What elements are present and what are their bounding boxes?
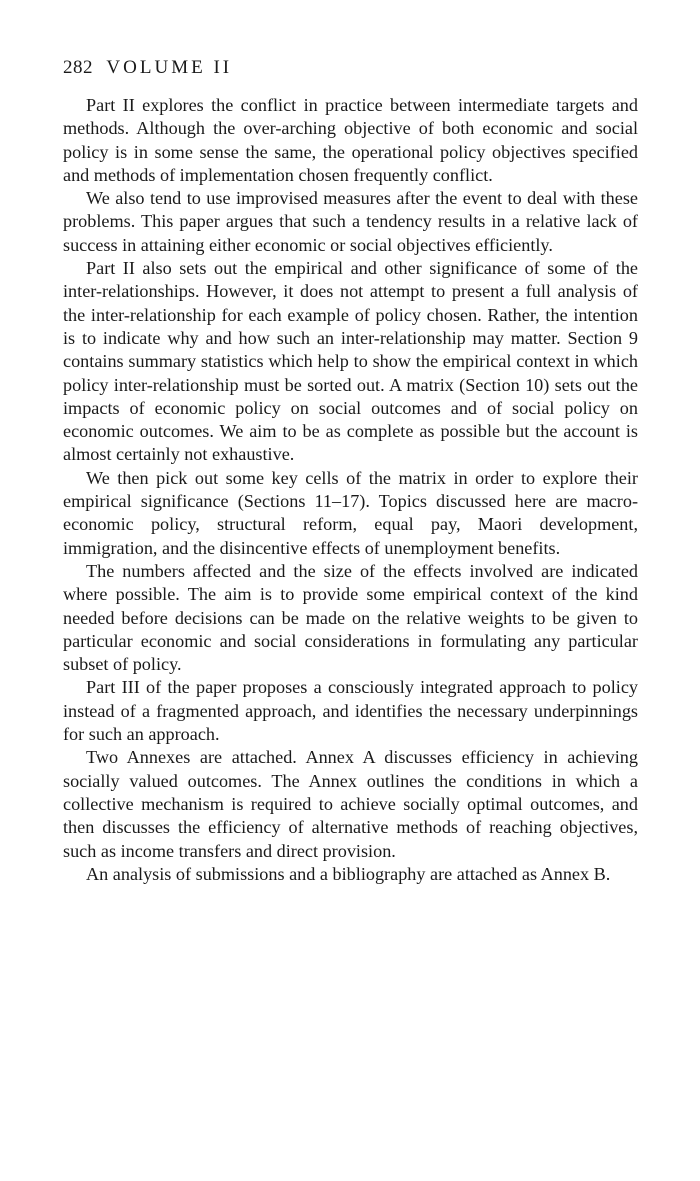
paragraph-3: Part II also sets out the empirical and other significance of some of the inter-relationships. However, it does not attempt to present a full analysis of the inter-relationship for each example of policy chosen. Rather, the intention is to indicate why and how such an inter-relationship may matter. Section 9 contains summary statistics which help to show the empirical context in which policy inter-relationship must be sorted out. A matrix (Section 10) sets out the impacts of economic policy on social outcomes and of social policy on economic outcomes. We aim to be as complete as possible but the account is almost certainly not exhaustive. xyxy=(63,258,638,465)
volume-label: VOLUME II xyxy=(106,57,233,78)
paragraph-6: Part III of the paper proposes a consciously integrated approach to policy instead of a fragmented approach, and identifies the necessary underpinnings for such an approach. xyxy=(63,677,638,745)
paragraph-5: The numbers affected and the size of the effects involved are indicated where possible. The aim is to provide some empirical context of the kind needed before decisions can be made on the relative weights to be given to particular economic and social considerations in formulating any particular subset of policy. xyxy=(63,560,638,675)
paragraph-8: An analysis of submissions and a bibliography are attached as Annex B. xyxy=(86,863,611,884)
page-number: 282 xyxy=(63,57,93,78)
paragraph-4: We then pick out some key cells of the matrix in order to explore their empirical significance (Sections 11–17). Topics discussed here are macro-economic policy, structural reform, equal pay, Maori development, immigration, and the disincentive effects of unemployment benefits. xyxy=(63,467,638,558)
running-head xyxy=(63,56,638,80)
paragraph-7: Two Annexes are attached. Annex A discusses efficiency in achieving socially valued outcomes. The Annex outlines the conditions in which a collective mechanism is required to achieve socially optimal outcomes, and then discusses the efficiency of alternative methods of reaching objectives, such as income transfers and direct provision. xyxy=(63,747,638,861)
body-text xyxy=(63,94,638,886)
paragraph-2: We also tend to use improvised measures after the event to deal with these problems. This paper argues that such a tendency results in a relative lack of success in attaining either economic or social objectives efficiently. xyxy=(63,188,638,255)
document-page xyxy=(63,56,638,886)
paragraph-1: Part II explores the conflict in practice between intermediate targets and methods. Although the over-arching objective of both economic and social policy is in some sense the same, the operational policy objectives specified and methods of implementation chosen frequently conflict. xyxy=(63,95,638,185)
